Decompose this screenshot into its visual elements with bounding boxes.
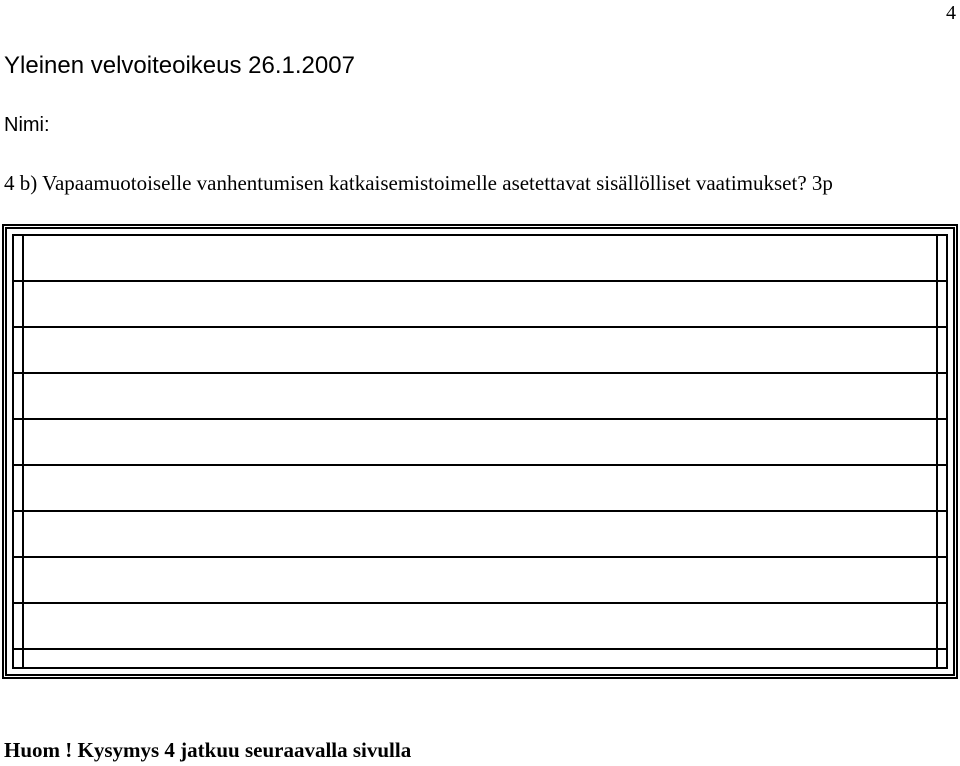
exam-title: Yleinen velvoiteoikeus 26.1.2007 xyxy=(4,52,355,79)
question-text: 4 b) Vapaamuotoiselle vanhentumisen katkaisemistoimelle asetettavat sisällölliset vaatimukset? 3p xyxy=(4,171,833,195)
left-margin-line xyxy=(22,236,24,667)
right-margin-line xyxy=(936,236,938,667)
footer-note: Huom ! Kysymys 4 jatkuu seuraavalla sivulla xyxy=(4,738,412,762)
name-label: Nimi: xyxy=(4,114,50,136)
answer-lines[interactable] xyxy=(12,234,948,669)
answer-box[interactable] xyxy=(2,224,958,679)
page-number: 4 xyxy=(946,2,956,24)
